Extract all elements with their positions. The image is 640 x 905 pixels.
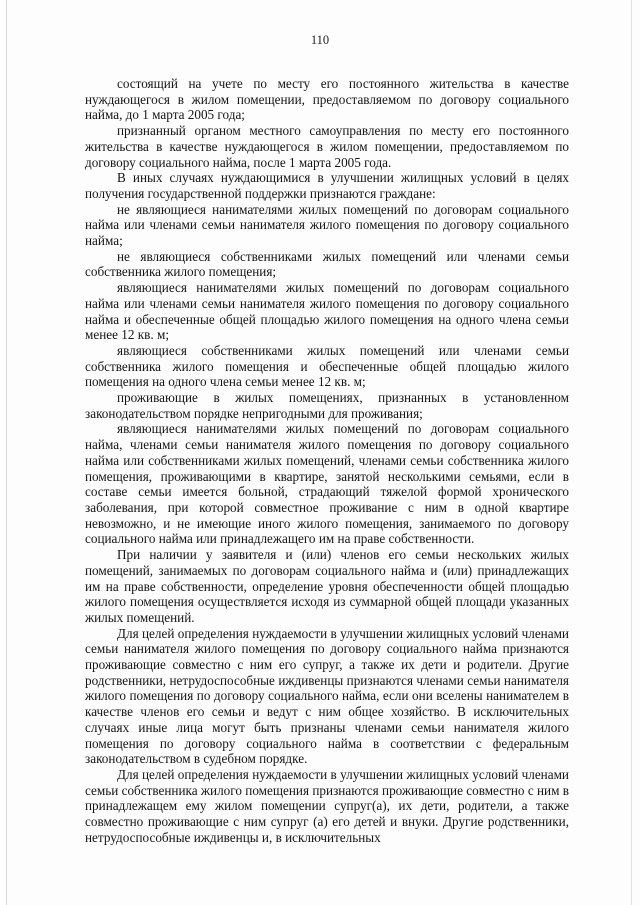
paragraph: В иных случаях нуждающимися в улучшении жилищных условий в целях получения государственной поддержки признаются граждане: <box>85 170 569 201</box>
paragraph: Для целей определения нуждаемости в улучшении жилищных условий членами семьи нанимателя жилого помещения по договору социального найма признаются проживающие совместно с ним его супруг, а также их дети и родители. Другие родственники, нетрудоспособные иждивенцы признаются членами семьи нанимателя жилого помещения по договору социального найма, если они вселены нанимателем в качестве членов его семьи и ведут с ним общее хозяйство. В исключительных случаях иные лица могут быть признаны членами семьи нанимателя жилого помещения по договору социального найма в соответствии с федеральным законодательством в судебном порядке. <box>85 625 569 767</box>
paragraph: не являющиеся нанимателями жилых помещений по договорам социального найма или членами семьи нанимателя жилого помещения по договору социального найма; <box>85 201 569 249</box>
paragraph: не являющиеся собственниками жилых помещений или членами семьи собственника жилого помещения; <box>85 248 569 280</box>
scan-edge-left <box>6 0 7 905</box>
scan-edge-right <box>631 0 632 905</box>
paragraph: проживающие в жилых помещениях, признанных в установленном законодательством порядке непригодными для проживания; <box>85 390 569 421</box>
paragraph: являющиеся собственниками жилых помещений или членами семьи собственника жилого помещения и обеспеченные общей площадью жилого помещения на одного члена семьи менее 12 кв. м; <box>85 342 569 390</box>
paragraph: признанный органом местного самоуправления по месту его постоянного жительства в качестве нуждающегося в жилом помещении, предоставляемом по договору социального найма, после 1 марта 2005 года. <box>85 123 569 170</box>
paragraph: состоящий на учете по месту его постоянного жительства в качестве нуждающегося в жилом помещении, предоставляемом по договору социального найма, до 1 марта 2005 года; <box>85 76 569 123</box>
paragraph: являющиеся нанимателями жилых помещений по договорам социального найма или членами семьи нанимателя жилого помещения по договору социального найма и обеспеченные общей площадью жилого помещения на одного члена семьи менее 12 кв. м; <box>85 280 569 343</box>
paragraph: При наличии у заявителя и (или) членов его семьи нескольких жилых помещений, занимаемых по договорам социального найма и (или) принадлежащих им на праве собственности, определение уровня обеспеченности общей площадью жилого помещения осуществляется исходя из суммарной общей площади указанных жилых помещений. <box>85 547 569 625</box>
paragraph: являющиеся нанимателями жилых помещений по договорам социального найма, членами семьи нанимателя жилого помещения по договору социального найма или собственниками жилых помещений, членами семьи собственника жилого помещения, проживающими в квартире, занятой несколькими семьями, если в составе семьи имеется больной, страдающий тяжелой формой хронического заболевания, при которой совместное проживание с ним в одной квартире невозможно, и не имеющие иного жилого помещения, занимаемого по договору социального найма или принадлежащего им на праве собственности. <box>85 421 569 547</box>
paragraph: Для целей определения нуждаемости в улучшении жилищных условий членами семьи собственника жилого помещения признаются проживающие совместно с ним в принадлежащем ему жилом помещении супруг(а), их дети, родители, а также совместно проживающие с ним супруг (а) его детей и внуки. Другие родственники, нетрудоспособные иждивенцы и, в исключительных <box>85 766 569 845</box>
document-body <box>85 76 569 845</box>
page-number: 110 <box>310 33 330 47</box>
